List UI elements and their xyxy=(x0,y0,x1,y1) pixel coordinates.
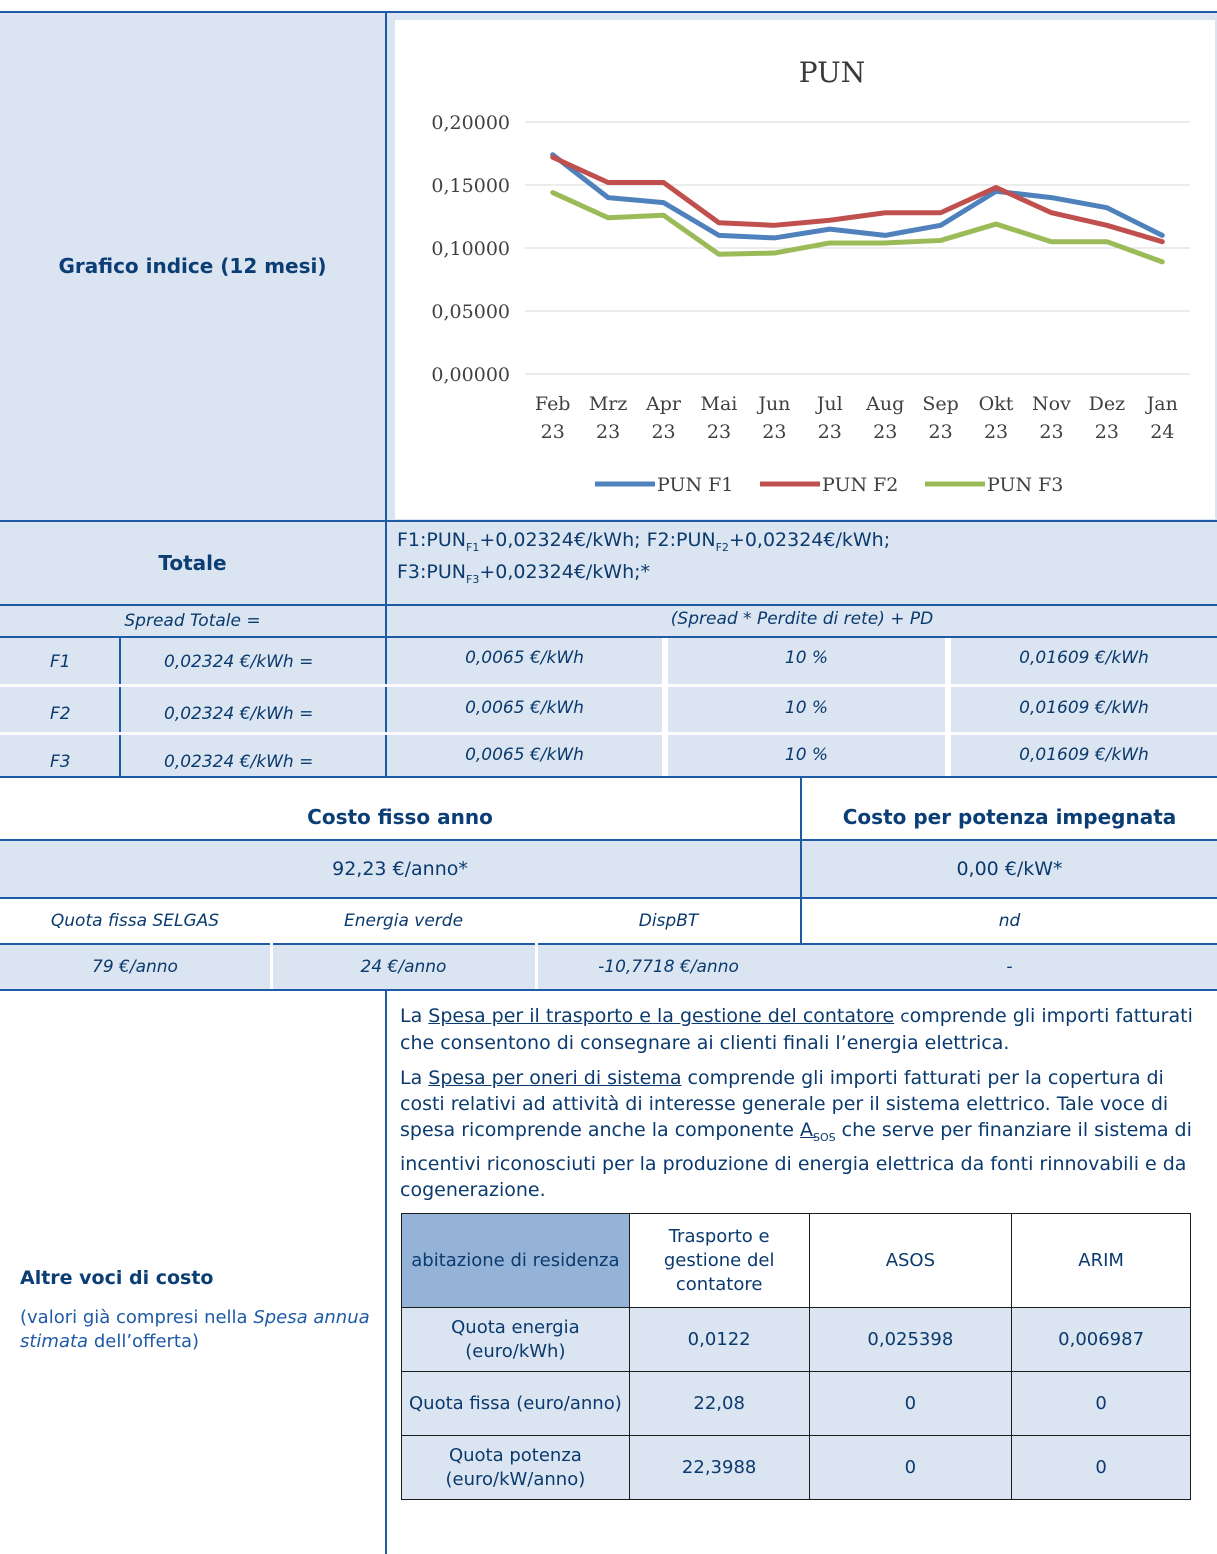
col-divider-main xyxy=(385,12,387,522)
spread-row-f2-spread: 0,0065 €/kWh xyxy=(465,698,584,718)
x-tick-label: 23 xyxy=(873,421,898,443)
p2-mid: comprende gli importi fatturati per la copertura di costi relativi ad attività di interesse generale per il sistema elettrico. Tale voce di spesa ricomprende anche la componente xyxy=(400,1067,1169,1141)
x-tick-label: Sep xyxy=(922,393,959,415)
totale-label xyxy=(0,522,385,604)
x-tick-label: 23 xyxy=(817,421,842,443)
f1-sub: F1 xyxy=(466,540,480,554)
pun-chart xyxy=(395,20,1215,519)
x-tick-label: Apr xyxy=(646,393,682,415)
spread-row-f3-total: 0,02324 €/kWh = xyxy=(164,752,314,772)
table-row-2-c2: 0 xyxy=(809,1436,1012,1500)
white-row-divider-2 xyxy=(0,732,1217,735)
f2-rest: +0,02324€/kWh; xyxy=(728,529,891,551)
spread-row-f1-band: F1 xyxy=(50,652,71,672)
chart-row-label xyxy=(0,12,385,520)
spread-header-left-text: Spread Totale = xyxy=(124,611,261,631)
x-tick-label: Jun xyxy=(758,393,791,415)
table-row-1-c3: 0 xyxy=(1012,1372,1191,1436)
legend-label: PUN F2 xyxy=(822,474,899,496)
pun-chart-svg xyxy=(395,20,1215,519)
x-tick-label: 23 xyxy=(706,421,732,443)
other-note xyxy=(20,1306,375,1354)
table-row-0-c1: 0,0122 xyxy=(629,1308,809,1372)
spread-row-f3-pd: 0,01609 €/kWh xyxy=(1019,745,1149,765)
p1-pre: La xyxy=(400,1005,429,1027)
table-row-2-label: Quota potenza (euro/kW/anno) xyxy=(402,1436,630,1500)
other-costs-table xyxy=(401,1213,1191,1500)
x-tick-label: 23 xyxy=(762,421,787,443)
fixed-sub-label-1: Energia verde xyxy=(343,911,464,931)
spread-header-left xyxy=(0,606,385,636)
spread-row-f1-pd: 0,01609 €/kWh xyxy=(1019,648,1149,668)
white-row-divider-1 xyxy=(0,684,1217,687)
paragraph-transport xyxy=(400,1003,1210,1056)
p2-end: che serve per finanziare il sistema di incentivi riconosciuti per la produzione di energia elettrica da fonti rinnovabili e da cogenerazione. xyxy=(400,1119,1192,1201)
p2-asos-sub: SOS xyxy=(812,1130,836,1144)
spread-row-f2-total: 0,02324 €/kWh = xyxy=(164,704,314,724)
fixed-sub-value-0: 79 €/anno xyxy=(92,957,178,977)
p2-asos xyxy=(799,1119,836,1144)
table-head-1: Trasporto e gestione del contatore xyxy=(629,1214,809,1308)
fixed-title-left xyxy=(0,795,800,839)
series-line-1 xyxy=(553,155,1163,238)
totale-formula-line1 xyxy=(397,528,1212,560)
fixed-sub-divider-1 xyxy=(270,899,273,989)
other-note-post: dell’offerta) xyxy=(88,1331,200,1352)
fixed-sub-divider-2 xyxy=(535,899,538,989)
x-tick-label: 23 xyxy=(983,421,1009,443)
y-tick-label: 0,20000 xyxy=(431,112,510,134)
x-tick-label: Mrz xyxy=(588,393,628,415)
spread-row-f1-spread: 0,0065 €/kWh xyxy=(465,648,584,668)
x-tick-label: Jul xyxy=(816,393,843,415)
table-head-3: ARIM xyxy=(1012,1214,1191,1308)
p1-link: Spesa per il trasporto e la gestione del contatore xyxy=(428,1005,895,1027)
table-row-1-label: Quota fissa (euro/anno) xyxy=(402,1372,630,1436)
y-tick-label: 0,15000 xyxy=(431,175,510,197)
x-tick-label: Jan xyxy=(1146,393,1178,415)
col-divider-totale xyxy=(385,522,387,606)
fixed-value-left xyxy=(0,841,800,897)
x-tick-label: 23 xyxy=(596,421,621,443)
fixed-value-right-text: 0,00 €/kW* xyxy=(956,858,1063,880)
f2-sub: F2 xyxy=(715,540,729,554)
x-tick-label: 23 xyxy=(1094,421,1119,443)
other-label: Altre voci di costo xyxy=(20,1267,214,1289)
other-note-pre: (valori già compresi nella xyxy=(20,1307,254,1328)
legend-label: PUN F1 xyxy=(657,474,734,496)
table-row xyxy=(402,1308,1191,1372)
border-spread-header xyxy=(0,636,1217,638)
x-tick-label: Dez xyxy=(1088,393,1126,415)
totale-formula-line2 xyxy=(397,560,1212,592)
table-row-1-c1: 22,08 xyxy=(629,1372,809,1436)
other-note-italic: Spesa annua stimata xyxy=(20,1307,370,1352)
table-row-2-c1: 22,3988 xyxy=(629,1436,809,1500)
spread-row-f2-loss: 10 % xyxy=(784,698,829,718)
table-header-row xyxy=(402,1214,1191,1308)
table-row-1-c2: 0 xyxy=(809,1372,1012,1436)
table-row xyxy=(402,1436,1191,1500)
fixed-sub-value-3: - xyxy=(1006,957,1013,977)
border-after-spread xyxy=(0,776,1217,778)
spread-row-f1-total: 0,02324 €/kWh = xyxy=(164,652,314,672)
x-tick-label: Feb xyxy=(534,393,571,415)
p2-asos-a: A xyxy=(799,1119,813,1141)
fixed-sub-label-2: DispBT xyxy=(638,911,699,931)
col-divider-other xyxy=(385,991,387,1554)
p2-link: Spesa per oneri di sistema xyxy=(428,1067,682,1089)
table-row-0-c2: 0,025398 xyxy=(809,1308,1012,1372)
fixed-value-right xyxy=(802,841,1217,897)
fixed-title-right xyxy=(802,795,1217,839)
spread-row-f3-band: F3 xyxy=(50,752,71,772)
table-row-0-c3: 0,006987 xyxy=(1012,1308,1191,1372)
p1-c: c xyxy=(900,1007,910,1027)
fixed-title-left-text: Costo fisso anno xyxy=(307,805,493,829)
table-row-2-c3: 0 xyxy=(1012,1436,1191,1500)
totale-label-text: Totale xyxy=(158,551,227,575)
spread-row-f2-band: F2 xyxy=(50,704,71,724)
spread-row-f2-pd: 0,01609 €/kWh xyxy=(1019,698,1149,718)
x-tick-label: 23 xyxy=(928,421,953,443)
totale-formula xyxy=(397,528,1212,592)
x-tick-label: 23 xyxy=(651,421,676,443)
spread-row-f1-loss: 10 % xyxy=(784,648,829,668)
p1-rest: omprende gli importi fatturati che consentono di consegnare ai clienti finali l’energia elettrica. xyxy=(400,1005,1193,1054)
col-divider-band xyxy=(119,638,121,776)
chart-title: PUN xyxy=(798,56,866,89)
fixed-sub-label-3: nd xyxy=(998,911,1021,931)
chart-row-label-text: Grafico indice (12 mesi) xyxy=(58,254,327,278)
f3-sub: F3 xyxy=(466,572,480,586)
fixed-title-right-text: Costo per potenza impegnata xyxy=(842,805,1177,829)
border-after-fixed xyxy=(0,989,1217,991)
paragraph-oneri xyxy=(400,1065,1210,1203)
x-tick-label: 23 xyxy=(1039,421,1064,443)
f1-rest: +0,02324€/kWh; F2:PUN xyxy=(479,529,716,551)
fixed-sub-label-0: Quota fissa SELGAS xyxy=(50,911,220,931)
x-tick-label: 23 xyxy=(540,421,565,443)
fixed-sub-value-2: -10,7718 €/anno xyxy=(598,957,739,977)
y-tick-label: 0,00000 xyxy=(431,364,510,386)
y-tick-label: 0,05000 xyxy=(431,301,510,323)
x-tick-label: Okt xyxy=(978,393,1014,415)
x-tick-label: Aug xyxy=(866,393,905,415)
spread-header-right xyxy=(387,604,1217,634)
legend-label: PUN F3 xyxy=(987,474,1064,496)
spread-row-f3-loss: 10 % xyxy=(784,745,829,765)
x-tick-label: Nov xyxy=(1032,393,1071,415)
f1-pun: F1:PUN xyxy=(397,529,466,551)
x-tick-label: Mai xyxy=(700,393,738,415)
table-row-0-label: Quota energia (euro/kWh) xyxy=(402,1308,630,1372)
fixed-value-left-text: 92,23 €/anno* xyxy=(332,858,468,880)
f3-pun: F3:PUN xyxy=(397,560,466,583)
table-head-0: abitazione di residenza xyxy=(402,1214,630,1308)
table-head-2: ASOS xyxy=(809,1214,1012,1308)
y-tick-label: 0,10000 xyxy=(431,238,510,260)
table-row xyxy=(402,1372,1191,1436)
x-tick-label: 24 xyxy=(1150,421,1175,443)
f3-rest: +0,02324€/kWh;* xyxy=(479,560,651,583)
p2-pre: La xyxy=(400,1067,429,1089)
fixed-sub-value-1: 24 €/anno xyxy=(360,957,447,977)
spread-row-f3-spread: 0,0065 €/kWh xyxy=(465,745,584,765)
spread-header-right-text: (Spread * Perdite di rete) + PD xyxy=(670,609,934,629)
